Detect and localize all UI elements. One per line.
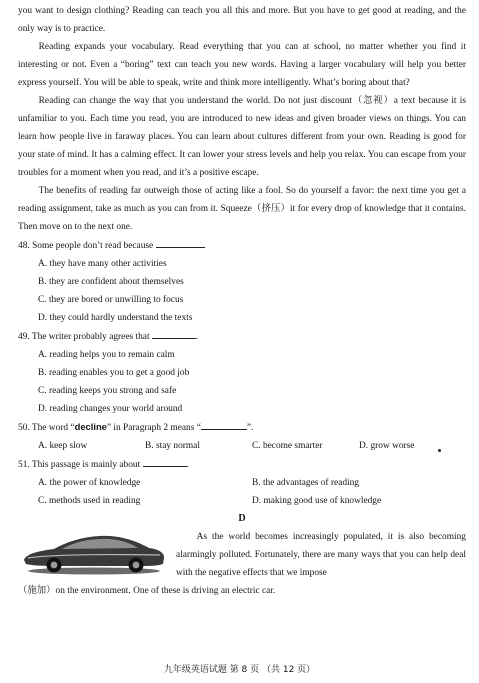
section-d-paragraph: As the world becomes increasingly populated, it is also becoming alarmingly polluted. Fortunately, there are many ways that you can help deal with the negative effects that we impose (176, 532, 466, 578)
option-a: A. they have many other activities (38, 259, 167, 269)
options-row-2 (38, 492, 466, 510)
options-row-1 (38, 474, 466, 492)
question-51 (18, 455, 466, 510)
option-d: D. reading changes your world around (38, 404, 183, 414)
electric-car-image (18, 524, 168, 576)
option-d: D. grow worse (359, 441, 415, 451)
option-a: A. the power of knowledge (38, 478, 141, 488)
question-48 (18, 236, 466, 327)
passage-paragraph-4: The benefits of reading far outweigh those of acting like a fool. So do yourself a favor: the next time you get a reading assignment, take as much as you can from it. Squeeze（挤压）it for every drop of knowledge that it contains. Then move on to the next one. (18, 186, 466, 232)
option-c: C. reading keeps you strong and safe (38, 386, 177, 396)
question-50 (18, 418, 466, 455)
question-49 (18, 327, 466, 418)
exam-page (18, 2, 466, 600)
question-stem: 49. The writer probably agrees that . (18, 327, 466, 346)
page-footer: 九年级英语试题 第 8 页 （共 12 页） (163, 665, 316, 675)
option-d: D. making good use of knowledge (252, 496, 382, 506)
answer-blank (152, 327, 196, 339)
option-c: C. they are bored or unwilling to focus (38, 295, 184, 305)
option-a: A. keep slow (38, 441, 88, 451)
passage-paragraph-2: Reading expands your vocabulary. Read everything that you can at school, no matter whether you find it interesting or not. Even a “boring” text can teach you new words. Having a larger vocabulary will help you better express yourself. You will be able to speak, write and think more intelligently. What’s boring about that? (18, 42, 466, 88)
section-letter: D (238, 513, 246, 524)
option-b: B. they are confident about themselves (38, 277, 184, 287)
passage-paragraph-1: you want to design clothing? Reading can teach you all this and more. But you have to get good at reading, and the only way is to practice. (18, 6, 466, 34)
options-row (38, 437, 466, 455)
section-d-continued: （施加）on the environment. One of these is driving an electric car. (18, 586, 276, 596)
ink-mark (438, 449, 441, 452)
question-stem: 50. The word “decline” in Paragraph 2 means “ ”. (18, 418, 466, 437)
passage-paragraph-3: Reading can change the way that you understand the world. Do not just discount（忽视）a text because it is unfamiliar to you. Each time you read, you are introduced to new ideas and given broader views on things. You can learn how people live in faraway places. You can learn about cultures different from your own. Reading is good for your state of mind. It has a calming effect. It can lower your stress levels and help you relax. You can escape from your troubles for a moment when you read, and it’s a positive escape. (18, 96, 466, 178)
answer-blank (156, 236, 204, 248)
option-b: B. the advantages of reading (252, 478, 359, 488)
option-b: B. reading enables you to get a good job (38, 368, 190, 378)
option-c: C. become smarter (252, 441, 323, 451)
option-a: A. reading helps you to remain calm (38, 350, 175, 360)
answer-blank (201, 418, 247, 430)
option-d: D. they could hardly understand the texts (38, 313, 193, 323)
question-stem: 48. Some people don’t read because . (18, 236, 466, 255)
section-d-intro (18, 528, 466, 582)
answer-blank (143, 455, 187, 467)
option-b: B. stay normal (145, 441, 200, 451)
question-stem: 51. This passage is mainly about . (18, 455, 466, 474)
option-c: C. methods used in reading (38, 496, 141, 506)
highlighted-word: decline (74, 421, 107, 432)
